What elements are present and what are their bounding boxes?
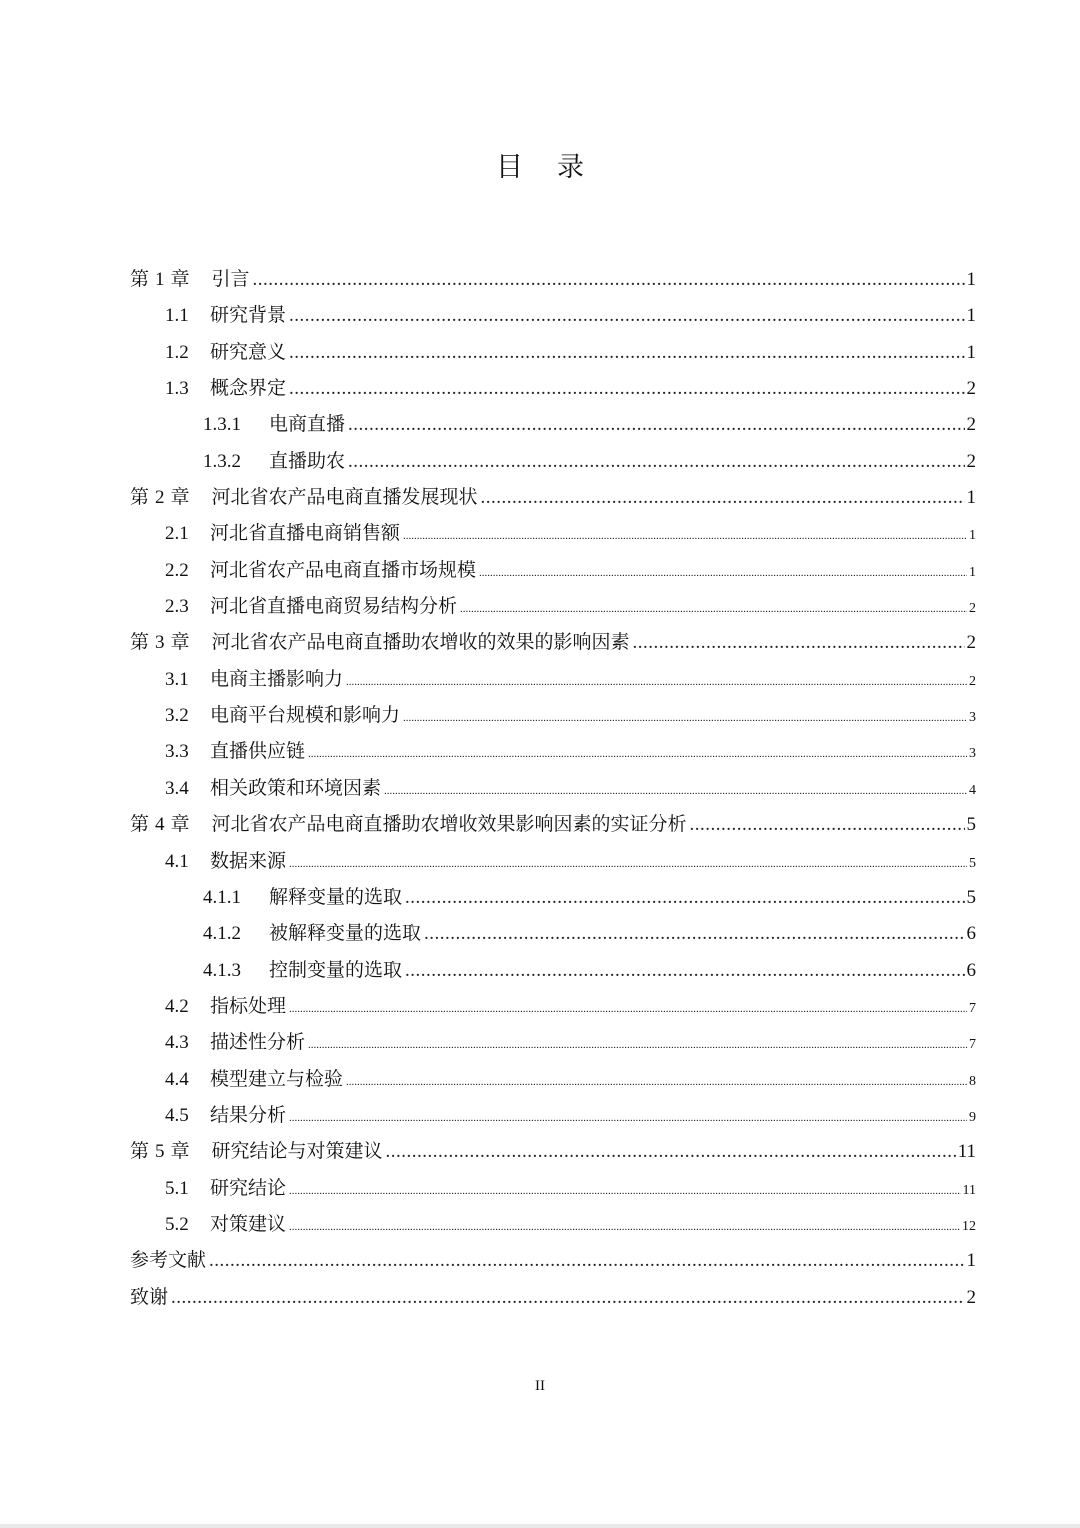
section-number: 1.3.2 <box>203 450 241 472</box>
section-number: 2.2 <box>165 559 189 581</box>
dot-leader <box>289 1173 961 1209</box>
section-number: 4.5 <box>165 1104 189 1126</box>
toc-page-number: 6 <box>966 923 976 945</box>
toc-entry[interactable] <box>130 297 976 333</box>
toc-entry[interactable] <box>130 479 976 515</box>
chapter-number: 2 <box>155 487 165 509</box>
toc-page-number: 11 <box>962 1182 976 1198</box>
toc-entry-title: 河北省直播电商销售额 <box>210 522 401 545</box>
toc-entry-title: 相关政策和环境因素 <box>210 776 382 799</box>
toc-entry-title: 研究结论 <box>210 1176 287 1199</box>
toc-entry-title: 解释变量的选取 <box>269 885 403 908</box>
section-number: 4.1.1 <box>203 886 241 908</box>
toc-page-number: 2 <box>969 673 976 689</box>
dot-leader <box>289 298 964 334</box>
toc-entry-title: 河北省直播电商贸易结构分析 <box>210 595 458 618</box>
toc-page-number: 2 <box>966 414 976 436</box>
toc-entry[interactable] <box>130 1133 976 1169</box>
toc-entry[interactable] <box>130 1206 976 1242</box>
toc-entry-title: 研究意义 <box>210 340 287 363</box>
toc-entry-title: 直播供应链 <box>210 740 306 763</box>
toc-entry[interactable] <box>130 370 976 406</box>
chapter-suffix: 章 <box>170 268 190 290</box>
toc-page-number: 7 <box>969 1000 976 1016</box>
toc-entry-title: 致谢 <box>130 1285 169 1308</box>
section-number: 5.1 <box>165 1177 189 1199</box>
toc-entry-title: 结果分析 <box>210 1103 287 1126</box>
dot-leader <box>403 700 967 736</box>
toc-entry-title: 数据来源 <box>210 849 287 872</box>
chapter-label <box>130 261 190 298</box>
dot-leader <box>405 880 964 916</box>
toc-entry-title: 对策建议 <box>210 1212 287 1235</box>
toc-page-number: 5 <box>966 814 976 836</box>
section-number: 1.3.1 <box>203 414 241 436</box>
section-number: 4.3 <box>165 1032 189 1054</box>
chapter-prefix: 第 <box>130 268 150 290</box>
toc-entry-title: 控制变量的选取 <box>269 958 403 981</box>
toc-entry-title: 电商主播影响力 <box>210 667 344 690</box>
dot-leader <box>479 555 967 591</box>
chapter-label <box>130 1133 190 1170</box>
toc-page-number: 2 <box>966 1286 976 1308</box>
toc-entry-title: 河北省农产品电商直播助农增收效果影响因素的实证分析 <box>211 813 687 836</box>
page-title-second-char: 录 <box>557 152 584 183</box>
chapter-number: 3 <box>155 632 165 654</box>
section-number: 3.3 <box>165 741 189 763</box>
page-title-first-char: 目 <box>496 152 523 183</box>
toc-entry-title: 河北省农产品电商直播助农增收的效果的影响因素 <box>211 631 630 654</box>
chapter-label <box>130 806 190 843</box>
section-number: 2.3 <box>165 596 189 618</box>
dot-leader <box>253 262 965 298</box>
chapter-number: 1 <box>155 269 165 290</box>
toc-page-number: 3 <box>969 746 976 762</box>
chapter-number: 4 <box>155 814 165 836</box>
toc-entry[interactable] <box>130 697 976 733</box>
toc-page-number: 3 <box>969 710 976 726</box>
toc-entry[interactable] <box>130 806 976 842</box>
chapter-suffix: 章 <box>170 1140 190 1163</box>
toc-page-number: 12 <box>962 1218 976 1234</box>
section-number: 1.1 <box>165 305 189 327</box>
dot-leader <box>405 953 964 989</box>
dot-leader <box>633 625 965 661</box>
chapter-label <box>130 624 190 661</box>
dot-leader <box>289 991 967 1027</box>
toc-entry[interactable] <box>130 843 976 879</box>
dot-leader <box>289 1209 960 1245</box>
section-number: 4.4 <box>165 1068 189 1090</box>
toc-page-number: 4 <box>969 782 976 798</box>
page-bottom-edge <box>0 1524 1080 1528</box>
toc-page-number: 1 <box>966 305 976 327</box>
toc-page-number: 9 <box>969 1109 976 1125</box>
toc-entry[interactable] <box>130 261 976 297</box>
dot-leader <box>460 591 967 627</box>
dot-leader <box>348 444 964 480</box>
toc-entry-title: 参考文献 <box>130 1249 207 1272</box>
dot-leader <box>403 518 967 554</box>
section-number: 3.2 <box>165 705 189 727</box>
dot-leader <box>289 335 964 371</box>
toc-entry[interactable] <box>130 552 976 588</box>
chapter-prefix: 第 <box>130 486 150 509</box>
page-title <box>0 146 1080 190</box>
toc-page-number: 2 <box>966 632 976 654</box>
page-number: II <box>535 1378 545 1394</box>
dot-leader <box>289 371 964 407</box>
toc-entry[interactable] <box>130 915 976 951</box>
section-number: 3.4 <box>165 777 189 799</box>
toc-entry-title: 被解释变量的选取 <box>269 922 422 945</box>
toc-entry[interactable] <box>130 1242 976 1278</box>
dot-leader <box>289 1100 967 1136</box>
chapter-prefix: 第 <box>130 1140 150 1163</box>
dot-leader <box>481 480 965 516</box>
dot-leader <box>171 1280 964 1316</box>
section-number: 4.1 <box>165 850 189 872</box>
toc-entry[interactable] <box>130 879 976 915</box>
toc-entry[interactable] <box>130 443 976 479</box>
dot-leader <box>346 664 967 700</box>
toc-entry-title: 研究结论与对策建议 <box>211 1140 383 1163</box>
toc-entry-title: 描述性分析 <box>210 1031 306 1054</box>
toc-page-number: 5 <box>969 855 976 871</box>
section-number: 5.2 <box>165 1213 189 1235</box>
toc-page-number: 2 <box>969 601 976 617</box>
dot-leader <box>386 1134 956 1170</box>
dot-leader <box>308 736 967 772</box>
toc-entry[interactable] <box>130 624 976 660</box>
dot-leader <box>209 1243 964 1279</box>
chapter-suffix: 章 <box>170 631 190 654</box>
section-number: 4.1.2 <box>203 923 241 945</box>
toc-entry[interactable] <box>130 1024 976 1060</box>
section-number: 3.1 <box>165 668 189 690</box>
toc-entry[interactable] <box>130 515 976 551</box>
toc-entry[interactable] <box>130 588 976 624</box>
chapter-suffix: 章 <box>170 813 190 836</box>
toc-entry[interactable] <box>130 1097 976 1133</box>
table-of-contents <box>130 261 976 1315</box>
toc-page-number: 6 <box>966 959 976 981</box>
chapter-label <box>130 479 190 516</box>
dot-leader <box>424 916 964 952</box>
dot-leader <box>308 1027 967 1063</box>
toc-entry[interactable] <box>130 988 976 1024</box>
section-number: 4.1.3 <box>203 959 241 981</box>
chapter-suffix: 章 <box>170 486 190 509</box>
toc-page-number: 2 <box>966 450 976 472</box>
toc-entry-title: 引言 <box>211 268 250 290</box>
toc-entry[interactable] <box>130 1279 976 1315</box>
dot-leader <box>348 407 964 443</box>
dot-leader <box>346 1064 967 1100</box>
toc-entry-title: 直播助农 <box>269 449 346 472</box>
toc-entry-title: 研究背景 <box>210 304 287 327</box>
toc-page-number: 1 <box>969 564 976 580</box>
toc-entry[interactable] <box>130 406 976 442</box>
toc-entry[interactable] <box>130 952 976 988</box>
toc-entry-title: 模型建立与检验 <box>210 1067 344 1090</box>
toc-entry-title: 河北省农产品电商直播市场规模 <box>210 558 477 581</box>
toc-entry[interactable] <box>130 1061 976 1097</box>
toc-page-number: 1 <box>969 528 976 544</box>
dot-leader <box>690 807 965 843</box>
toc-entry-title: 概念界定 <box>210 377 287 400</box>
toc-page-number: 1 <box>966 269 976 290</box>
toc-page-number: 7 <box>969 1037 976 1053</box>
toc-entry-title: 电商直播 <box>269 413 346 436</box>
section-number: 1.3 <box>165 378 189 400</box>
toc-page-number: 1 <box>966 487 976 509</box>
dot-leader <box>384 773 967 809</box>
toc-page-number: 1 <box>966 341 976 363</box>
toc-page-number: 8 <box>969 1073 976 1089</box>
dot-leader <box>289 846 967 882</box>
toc-page-number: 11 <box>957 1141 976 1163</box>
toc-entry[interactable] <box>130 661 976 697</box>
toc-page-number: 5 <box>966 886 976 908</box>
chapter-prefix: 第 <box>130 631 150 654</box>
toc-entry-title: 指标处理 <box>210 994 287 1017</box>
section-number: 2.1 <box>165 523 189 545</box>
toc-page-number: 2 <box>966 378 976 400</box>
section-number: 4.2 <box>165 995 189 1017</box>
toc-entry[interactable] <box>130 1170 976 1206</box>
toc-entry-title: 电商平台规模和影响力 <box>210 704 401 727</box>
toc-entry[interactable] <box>130 733 976 769</box>
toc-entry-title: 河北省农产品电商直播发展现状 <box>211 486 478 509</box>
toc-page-number: 1 <box>966 1250 976 1272</box>
toc-entry[interactable] <box>130 334 976 370</box>
chapter-prefix: 第 <box>130 813 150 836</box>
section-number: 1.2 <box>165 341 189 363</box>
chapter-number: 5 <box>155 1141 165 1163</box>
toc-entry[interactable] <box>130 770 976 806</box>
